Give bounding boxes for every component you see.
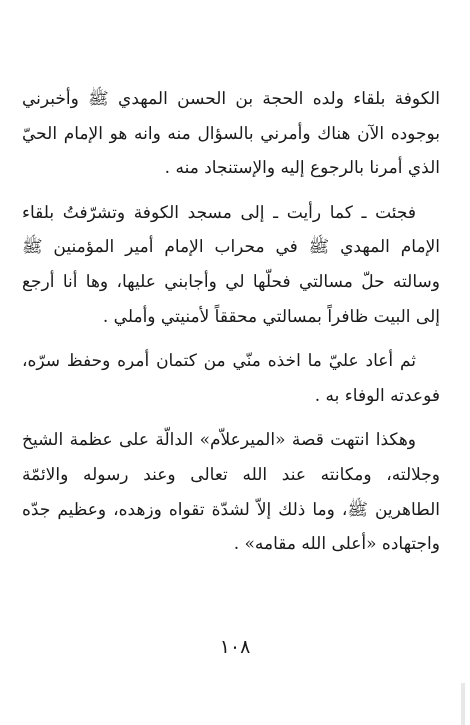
- paragraph-3: ثم أعاد عليّ ما اخذه منّي من كتمان أمره وحفظ سرّه، فوعدته الوفاء به .: [22, 351, 440, 406]
- page-number: ١٠٨: [219, 636, 251, 658]
- paragraph-1: الكوفة بلقاء ولده الحجة بن الحسن المهدي ﷺ وأخبرني بوجوده الآن هناك وأمرني بالسؤال منه وانه هو الإمام الحيّ الذي أمرنا بالرجوع إليه والإستنجاد منه .: [22, 89, 440, 179]
- body-text: [22, 82, 440, 562]
- scan-edge-mark: [461, 683, 465, 725]
- paragraph-4: وهكذا انتهت قصة «الميرعلاّم» الدالّة على عظمة الشيخ وجلالته، ومكانته عند الله تعالى وعند رسوله والائمّة الطاهرين ﷺ، وما ذلك إلاّ لشدّة تقواه وزهده، وعظيم جدّه واجتهاده «أعلى الله مقامه» .: [22, 430, 440, 555]
- paragraph-2: فجئت ـ كما رأيت ـ إلى مسجد الكوفة وتشرّفتُ بلقاء الإمام المهدي ﷺ في محراب الإمام أمير المؤمنين ﷺ وسالته حلّ مسالتي فحلّها لي وأجابني عليها، وها أنا أرجع إلى البيت ظافراً بمسالتي محققاً لأمنيتي وأملي .: [22, 202, 440, 327]
